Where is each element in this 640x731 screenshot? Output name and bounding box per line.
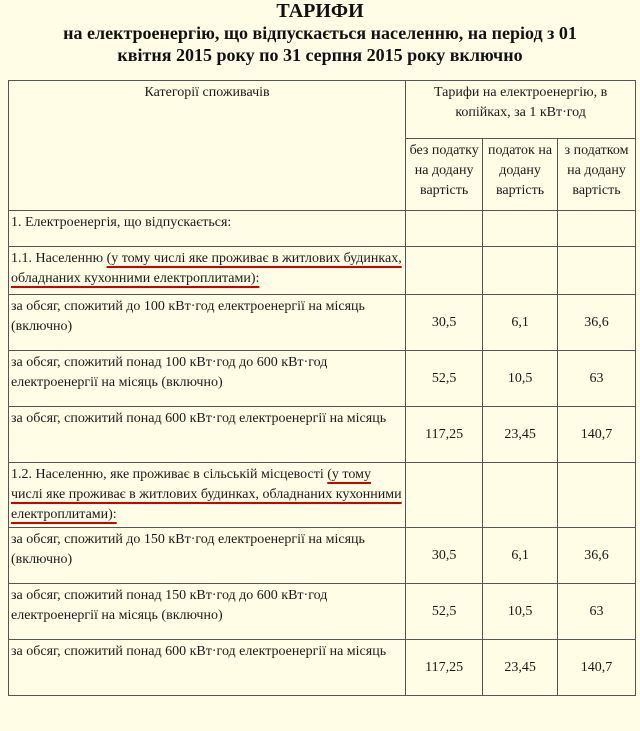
empty-cell <box>406 211 483 247</box>
value-vat: 10,5 <box>483 584 558 640</box>
table-row <box>9 584 636 640</box>
section-label-1-1-underlined: (у тому числі яке проживає в житлових будинках, обладнаних кухонними електроплитами): <box>11 251 402 286</box>
value-with-vat: 140,7 <box>558 407 636 463</box>
column-header-tariffs: Тарифи на електроенергію, в копійках, за 1 кВт·год <box>406 81 636 139</box>
tariff-table <box>8 80 636 696</box>
value-without-vat: 30,5 <box>406 295 483 351</box>
column-header-without-vat: без податку на додану вартість <box>406 139 483 211</box>
value-vat: 23,45 <box>483 407 558 463</box>
page-subtitle-line-1: на електроенергію, що відпускається населенню, на період з 01 <box>63 23 577 43</box>
table-row <box>9 528 636 584</box>
empty-cell <box>558 247 636 295</box>
value-vat: 23,45 <box>483 640 558 696</box>
section-label-1: 1. Електроенергія, що відпускається: <box>9 211 406 247</box>
value-with-vat: 63 <box>558 351 636 407</box>
document-header <box>0 0 640 66</box>
section-row-1-1 <box>9 247 636 295</box>
column-header-vat: податок на додану вартість <box>483 139 558 211</box>
empty-cell <box>558 211 636 247</box>
table-row <box>9 295 636 351</box>
empty-cell <box>483 463 558 528</box>
table-row <box>9 351 636 407</box>
empty-cell <box>483 247 558 295</box>
value-with-vat: 36,6 <box>558 295 636 351</box>
empty-cell <box>406 247 483 295</box>
section-row-1-2 <box>9 463 636 528</box>
row-label: за обсяг, спожитий до 150 кВт·год електроенергії на місяць (включно) <box>9 528 406 584</box>
value-without-vat: 52,5 <box>406 351 483 407</box>
table-row <box>9 407 636 463</box>
row-label: за обсяг, спожитий понад 100 кВт·год до 600 кВт·год електроенергії на місяць (включно) <box>9 351 406 407</box>
value-vat: 6,1 <box>483 528 558 584</box>
empty-cell <box>483 211 558 247</box>
value-with-vat: 140,7 <box>558 640 636 696</box>
section-row-1 <box>9 211 636 247</box>
row-label: за обсяг, спожитий понад 600 кВт·год електроенергії на місяць <box>9 407 406 463</box>
section-label-1-2-underlined: (у тому числі яке проживає в житлових будинках, обладнаних кухонними електроплитами): <box>11 467 402 522</box>
value-vat: 6,1 <box>483 295 558 351</box>
section-label-1-1-text: 1.1. Населенню <box>11 251 107 266</box>
page-title: ТАРИФИ <box>276 0 364 22</box>
page-subtitle-line-2: квітня 2015 року по 31 серпня 2015 року включно <box>117 45 523 65</box>
value-with-vat: 63 <box>558 584 636 640</box>
column-header-with-vat: з податком на додану вартість <box>558 139 636 211</box>
value-without-vat: 117,25 <box>406 407 483 463</box>
value-without-vat: 52,5 <box>406 584 483 640</box>
section-label-1-2 <box>9 463 406 528</box>
value-without-vat: 117,25 <box>406 640 483 696</box>
value-without-vat: 30,5 <box>406 528 483 584</box>
table-header-row <box>9 81 636 139</box>
value-vat: 10,5 <box>483 351 558 407</box>
row-label: за обсяг, спожитий понад 150 кВт·год до 600 кВт·год електроенергії на місяць (включно) <box>9 584 406 640</box>
empty-cell <box>406 463 483 528</box>
table-row <box>9 640 636 696</box>
section-label-1-1 <box>9 247 406 295</box>
column-header-category: Категорії споживачів <box>9 81 406 211</box>
row-label: за обсяг, спожитий до 100 кВт·год електроенергії на місяць (включно) <box>9 295 406 351</box>
empty-cell <box>558 463 636 528</box>
row-label: за обсяг, спожитий понад 600 кВт·год електроенергії на місяць <box>9 640 406 696</box>
section-label-1-2-text: 1.2. Населенню, яке проживає в сільській місцевості <box>11 467 328 482</box>
value-with-vat: 36,6 <box>558 528 636 584</box>
